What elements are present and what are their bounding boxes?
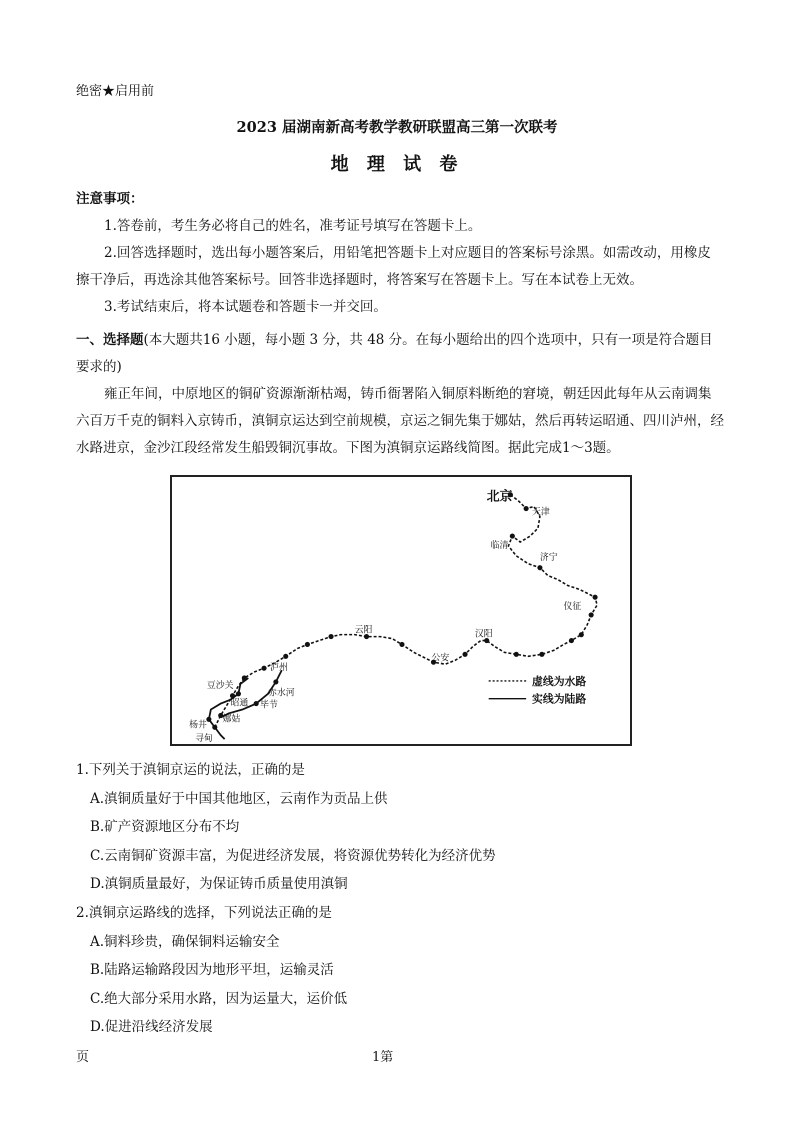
question-stem: 2.滇铜京运路线的选择，下列说法正确的是 — [76, 905, 332, 921]
option-b: B.矿产资源地区分布不均 — [90, 819, 240, 835]
footer-left: 页 — [76, 1050, 90, 1065]
label-gongan: 公安 — [431, 653, 450, 664]
option-a: A.滇铜质量好于中国其他地区，云南作为贡品上供 — [90, 790, 388, 807]
route-map — [170, 475, 632, 746]
section-desc: (本大题共16 小题，每小题 3 分，共 48 分。在每小题给出的四个选项中，只有一项是符合题目要求的) — [76, 332, 713, 375]
label-tianjin: 天津 — [532, 507, 550, 518]
notice-item: 3.考试结束后，将本试题卷和答题卡一并交回。 — [104, 299, 387, 315]
label-xundian: 寻甸 — [195, 734, 213, 744]
route-map-svg — [172, 477, 630, 744]
secret-mark: 绝密★启用前 — [76, 84, 155, 99]
exam-title: 2023 届湖南新高考教学教研联盟高三第一次联考 — [236, 119, 558, 136]
legend-land: 实线为陆路 — [532, 692, 587, 706]
option-c: C.绝大部分采用水路，因为运量大，运价低 — [90, 990, 348, 1007]
label-hankou: 汉阳 — [474, 629, 493, 640]
label-linqing: 临清 — [490, 540, 509, 551]
label-bijie: 毕节 — [260, 700, 278, 711]
section-heading — [76, 327, 724, 381]
option-d: D.促进沿线经济发展 — [90, 1019, 213, 1035]
label-zhaotong: 昭通 — [230, 698, 249, 709]
section-title: 一、选择题 — [76, 332, 144, 348]
label-luzhou: 泸州 — [269, 663, 288, 674]
question-1 — [76, 756, 724, 899]
label-jining: 济宁 — [539, 552, 558, 563]
label-yizheng: 仪征 — [563, 602, 582, 613]
label-doushaguan: 豆沙关 — [206, 680, 234, 691]
option-c: C.云南铜矿资源丰富，为促进经济发展，将资源优势转化为经济优势 — [90, 847, 496, 864]
passage-text: 雍正年间，中原地区的铜矿资源渐渐枯竭，铸币衙署陷入铜原料断绝的窘境，朝廷因此每年从云南调集六百万千克的铜料入京铸币，滇铜京运达到空前规模，京运之铜先集于娜姑，然后再转运昭通、四川泸州，经水路进京，金沙江段经常发生船毁铜沉事故。下图为滇铜京运路线简图。据此完成1～3题。 — [76, 386, 724, 456]
label-yunyang: 云阳 — [354, 625, 373, 636]
notice-list — [76, 213, 724, 321]
option-b: B.陆路运输路段因为地形平坦，运输灵活 — [90, 962, 334, 978]
page-number: 1第 — [372, 1050, 394, 1065]
legend-water: 虚线为水路 — [532, 674, 587, 688]
notice-item: 1.答卷前，考生务必将自己的姓名，准考证号填写在答题卡上。 — [104, 218, 482, 234]
exam-subtitle: 地 理 试 卷 — [330, 154, 464, 175]
notice-item: 2.回答选择题时，选出每小题答案后，用铅笔把答题卡上对应题目的答案标号涂黑。如需改动，用橡皮擦干净后，再选涂其他答案标号。回答非选择题时，将答案写在答题卡上。写在本试卷上无效。 — [76, 245, 711, 288]
label-yangjing: 杨井 — [189, 720, 207, 731]
option-d: D.滇铜质量最好，为保证铸币质量使用滇铜 — [90, 876, 348, 892]
question-2 — [76, 899, 724, 1042]
question-stem: 1.下列关于滇铜京运的说法，正确的是 — [76, 762, 305, 778]
label-chishuihe: 赤水河 — [267, 688, 295, 699]
reading-passage — [76, 381, 724, 462]
label-beijing: 北京 — [486, 489, 513, 505]
option-a: A.铜料珍贵，确保铜料运输安全 — [90, 933, 280, 950]
notice-heading: 注意事项： — [76, 191, 144, 207]
label-nagu: 娜姑 — [222, 714, 241, 725]
